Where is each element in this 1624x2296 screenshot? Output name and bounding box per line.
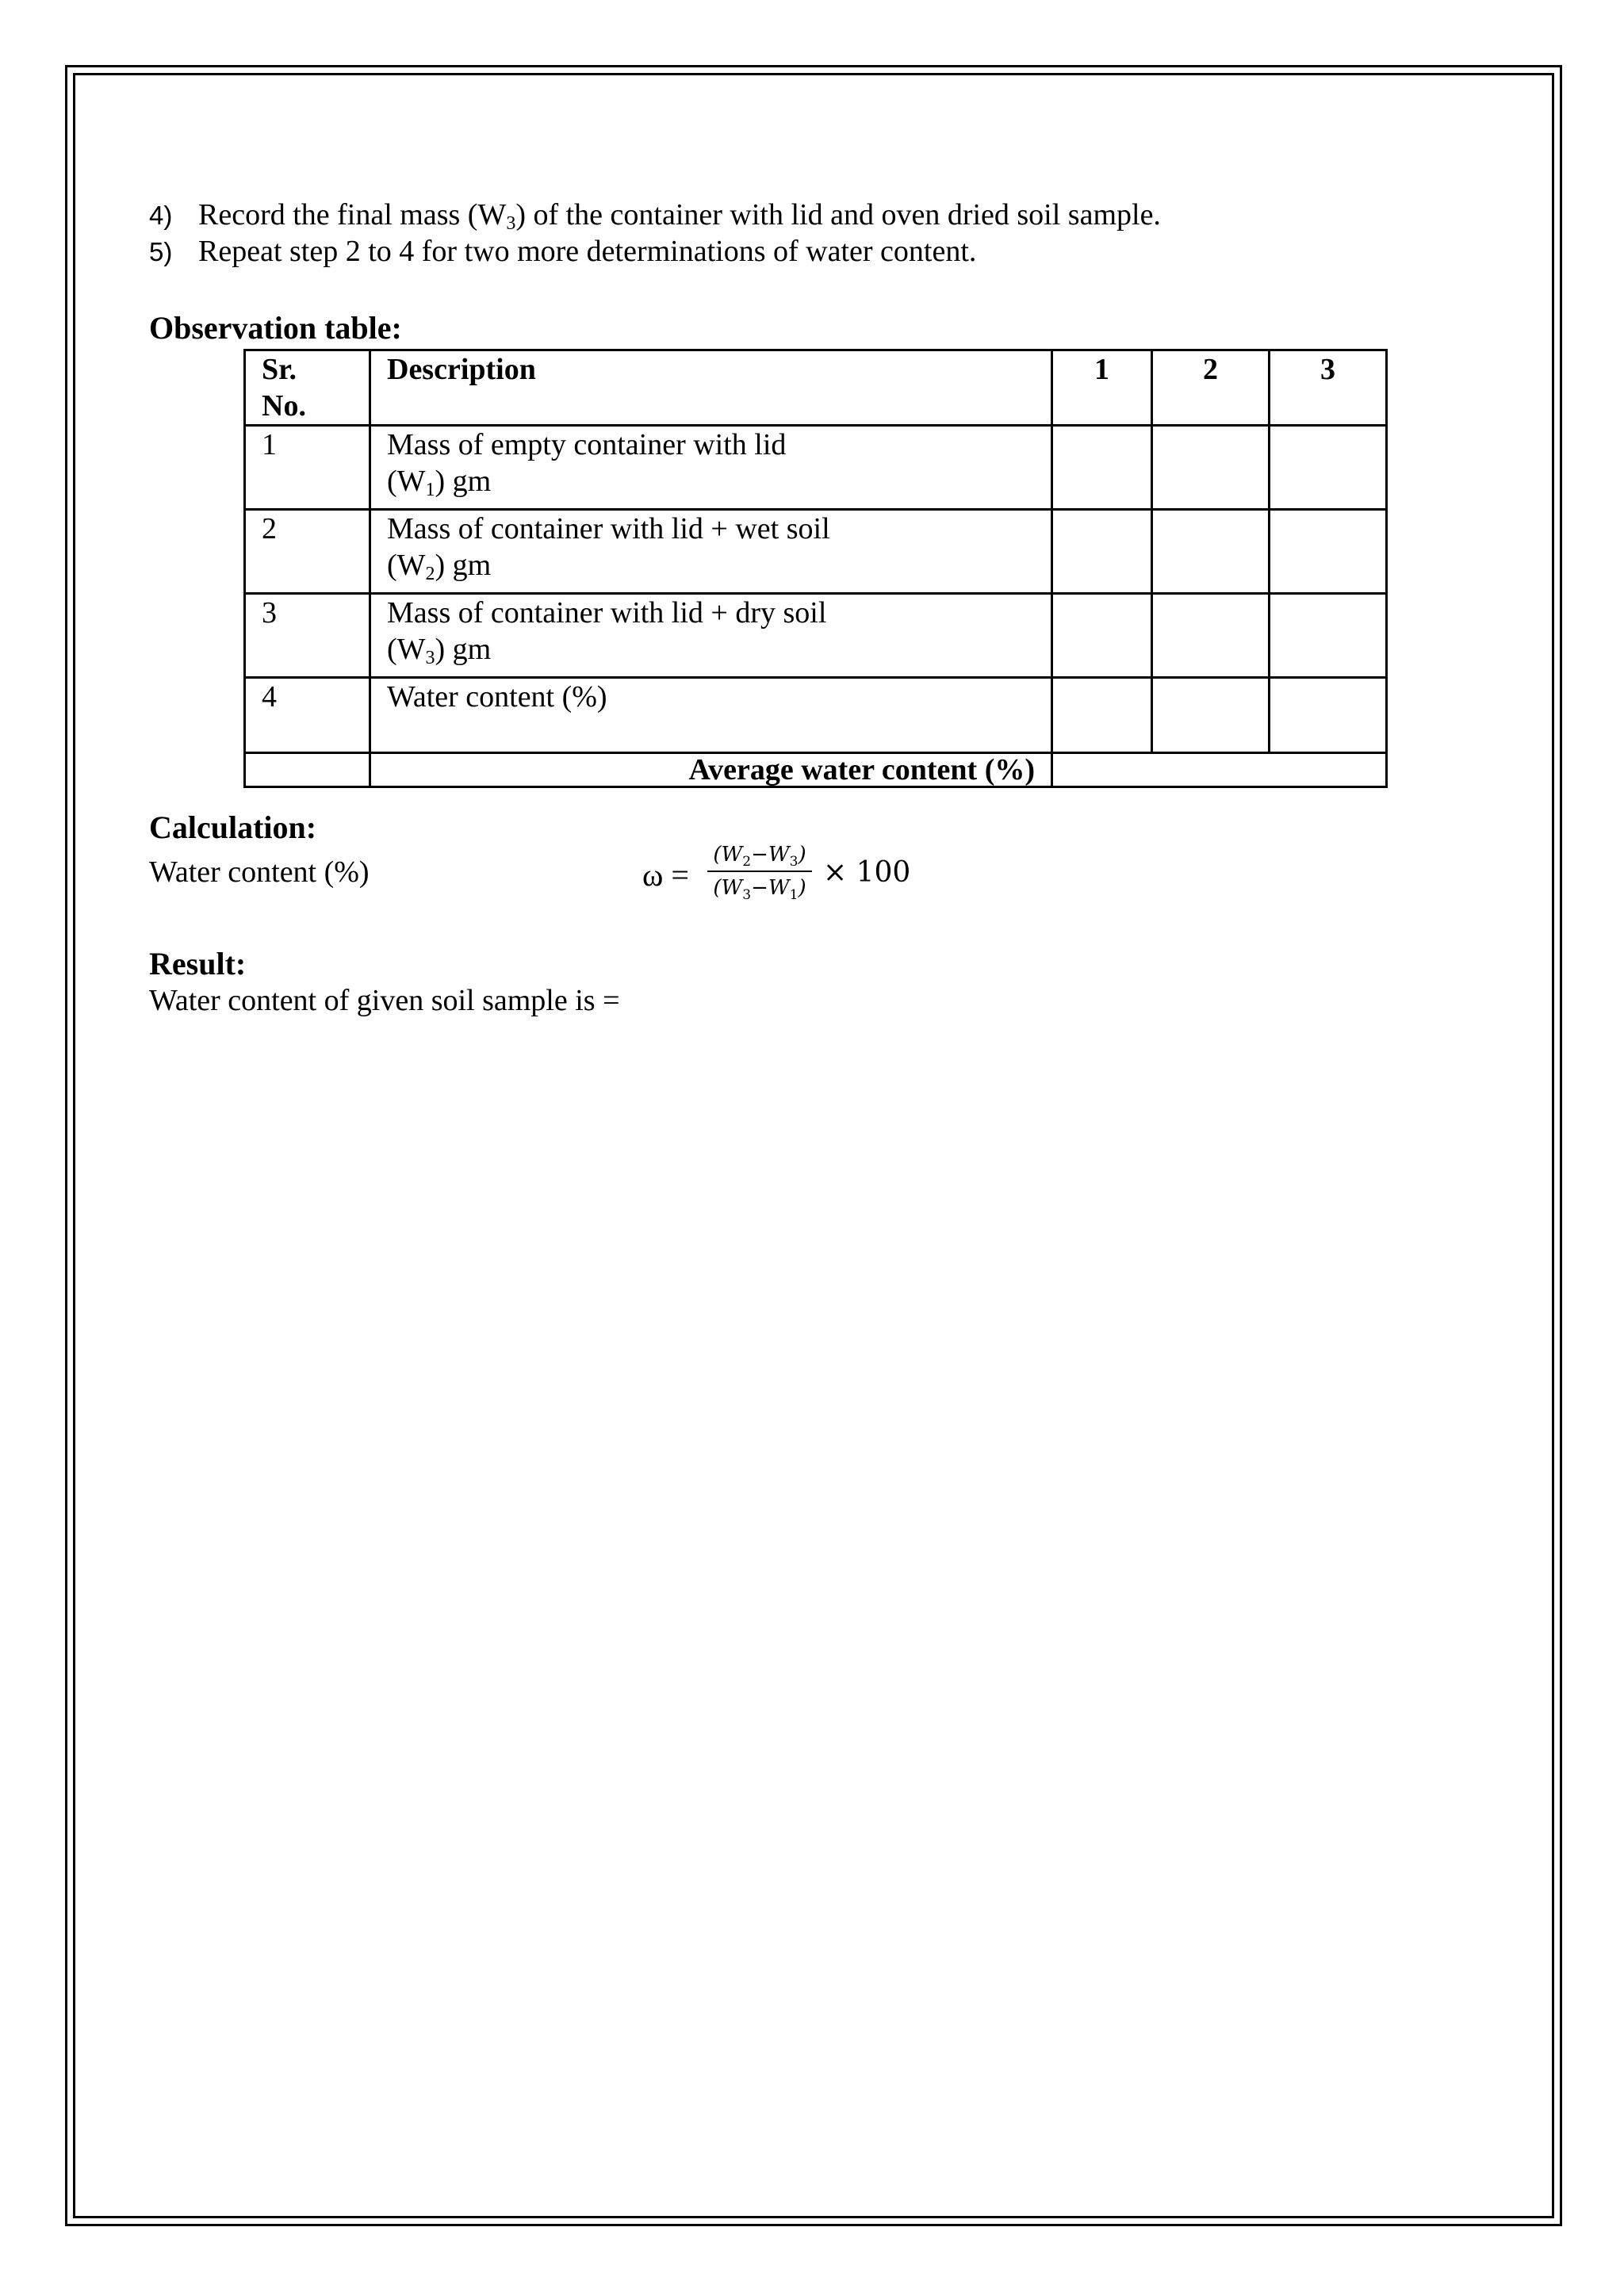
header-trial-2: 2 — [1152, 350, 1270, 426]
formula-fraction — [707, 839, 812, 904]
description-cell: Mass of empty container with lid $(W_1)$ gm — [370, 426, 1052, 510]
step-text: Record the final mass (W — [198, 198, 507, 232]
value-cell[interactable] — [1152, 594, 1270, 678]
step-text-end: ) of the container with lid and oven dried soil sample. — [515, 198, 1161, 232]
table-row — [245, 426, 1387, 510]
step-number: 5) — [149, 237, 173, 266]
value-cell[interactable] — [1270, 426, 1387, 510]
sr-cell: 3 — [245, 594, 370, 678]
omega-symbol: ω = — [642, 857, 689, 893]
value-cell[interactable] — [1152, 426, 1270, 510]
sr-cell: 1 — [245, 426, 370, 510]
value-cell[interactable] — [1052, 594, 1152, 678]
value-cell[interactable] — [1152, 678, 1270, 753]
header-sr-no: Sr. No. — [245, 350, 370, 426]
description-cell: Water content (%) — [370, 678, 1052, 753]
header-description: Description — [370, 350, 1052, 426]
description-cell: Mass of container with lid + dry soil $(W_3)$ gm — [370, 594, 1052, 678]
description-cell: Mass of container with lid + wet soil $(W_2)$ gm — [370, 510, 1052, 594]
fraction-denominator: $(W_3-W_1)$ — [713, 876, 806, 904]
value-cell[interactable] — [1270, 594, 1387, 678]
times-100: × 100 — [823, 856, 911, 889]
step-number: 4) — [149, 201, 173, 230]
sr-cell: 2 — [245, 510, 370, 594]
observation-heading: Observation table: — [149, 310, 402, 346]
calculation-heading: Calculation: — [149, 809, 317, 845]
calculation-label: Water content (%) — [149, 855, 370, 889]
observation-table — [243, 349, 1388, 788]
value-cell[interactable] — [1052, 510, 1152, 594]
average-label: Average water content (%) — [370, 753, 1052, 787]
step-5 — [149, 233, 976, 270]
average-row — [245, 753, 1387, 787]
value-cell[interactable] — [1052, 678, 1152, 753]
subscript: 3 — [506, 213, 516, 234]
result-text: Water content of given soil sample is = — [149, 984, 620, 1017]
table-header-row — [245, 350, 1387, 426]
value-cell[interactable] — [1270, 678, 1387, 753]
header-trial-1: 1 — [1052, 350, 1152, 426]
average-value-cell[interactable] — [1052, 753, 1387, 787]
value-cell[interactable] — [1152, 510, 1270, 594]
table-row — [245, 678, 1387, 753]
fraction-numerator: $(W_2-W_3)$ — [713, 843, 806, 871]
average-blank-cell — [245, 753, 370, 787]
table-row — [245, 594, 1387, 678]
result-heading: Result: — [149, 946, 247, 982]
sr-cell: 4 — [245, 678, 370, 753]
value-cell[interactable] — [1052, 426, 1152, 510]
step-text: Repeat step 2 to 4 for two more determinations of water content. — [198, 235, 977, 268]
header-trial-3: 3 — [1270, 350, 1387, 426]
value-cell[interactable] — [1270, 510, 1387, 594]
table-row — [245, 510, 1387, 594]
